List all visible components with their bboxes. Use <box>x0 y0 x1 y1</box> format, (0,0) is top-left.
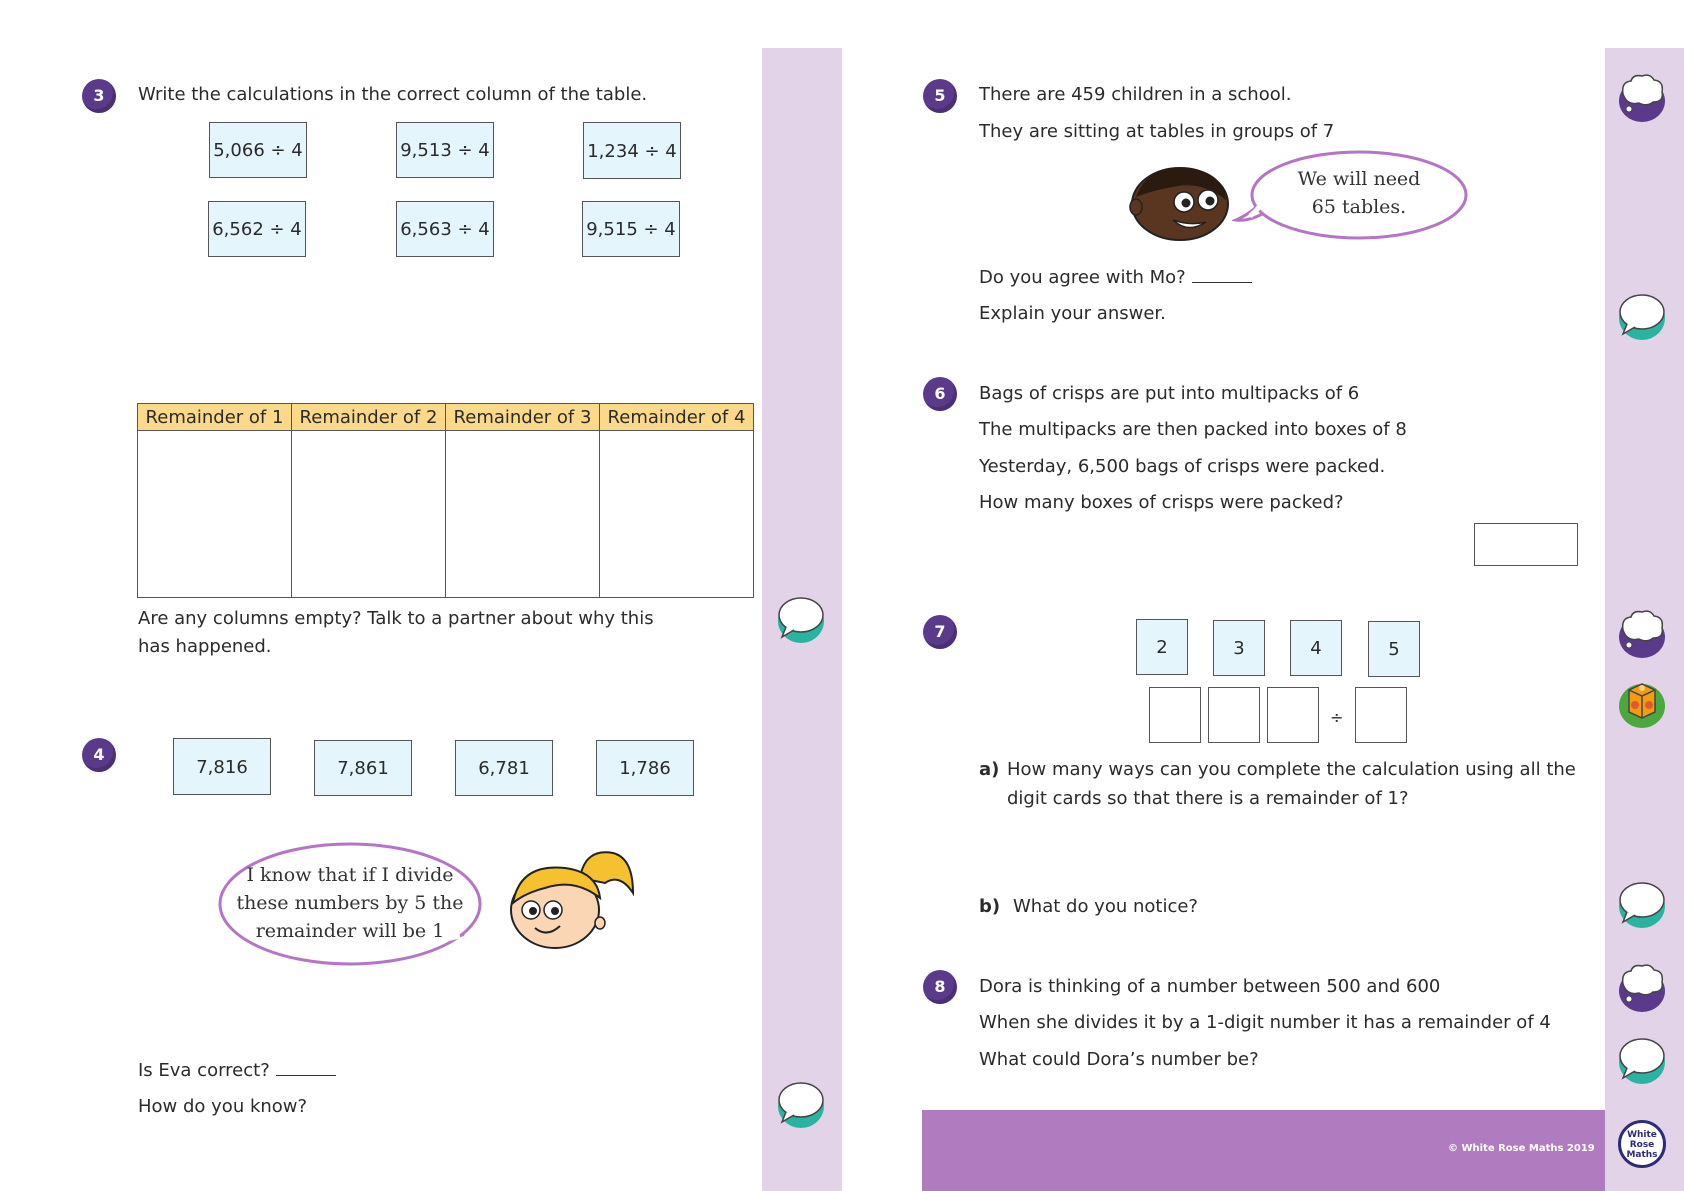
question-number-8: 8 <box>923 970 957 1004</box>
q6-answer-box[interactable] <box>1474 523 1578 566</box>
talk-speech-icon <box>1617 1034 1667 1086</box>
q4-question2: How do you know? <box>138 1096 308 1117</box>
q5-line2: They are sitting at tables in groups of 7 <box>979 121 1335 142</box>
answer-cell[interactable] <box>292 431 446 598</box>
table-header: Remainder of 4 <box>600 404 754 431</box>
q6-line1: Bags of crisps are put into multipacks of 6 <box>979 383 1360 404</box>
q3-followup-line1: Are any columns empty? Talk to a partner about why this <box>138 608 654 629</box>
q3-followup-line2: has happened. <box>138 636 272 657</box>
mo-speech-line1: We will need <box>1297 168 1421 190</box>
answer-cell[interactable] <box>446 431 600 598</box>
digit-card[interactable]: 3 <box>1213 620 1265 676</box>
thinking-cloud-icon <box>1617 962 1667 1014</box>
talk-speech-icon <box>776 1078 826 1130</box>
q7-part-a-line2: digit cards so that there is a remainder of 1? <box>1007 788 1409 809</box>
q4-question1-text: Is Eva correct? <box>138 1060 270 1081</box>
logo-line3: Maths <box>1626 1150 1658 1160</box>
digit-slot[interactable] <box>1355 687 1407 743</box>
q7-part-a-line1: How many ways can you complete the calculation using all the <box>1007 759 1576 780</box>
q8-line3: What could Dora’s number be? <box>979 1049 1259 1070</box>
q6-line3: Yesterday, 6,500 bags of crisps were packed. <box>979 456 1386 477</box>
mo-character <box>1128 162 1233 242</box>
answer-line[interactable] <box>276 1074 336 1076</box>
q4-question1 <box>138 1060 336 1082</box>
q6-line4: How many boxes of crisps were packed? <box>979 492 1344 513</box>
table-header: Remainder of 1 <box>138 404 292 431</box>
digit-slot[interactable] <box>1149 687 1201 743</box>
eva-speech-line2: these numbers by 5 the <box>236 892 464 914</box>
talk-speech-icon <box>1617 878 1667 930</box>
eva-speech-line1: I know that if I divide <box>246 864 454 886</box>
number-card[interactable]: 1,786 <box>596 740 694 796</box>
q5-line1: There are 459 children in a school. <box>979 84 1292 105</box>
calc-card[interactable]: 6,562 ÷ 4 <box>208 201 306 257</box>
thinking-cloud-icon <box>1617 72 1667 124</box>
q6-line2: The multipacks are then packed into boxes of 8 <box>979 419 1407 440</box>
question-number-6: 6 <box>923 377 957 411</box>
answer-line[interactable] <box>1192 281 1252 283</box>
concrete-cube-icon <box>1617 676 1667 730</box>
answer-cell[interactable] <box>138 431 292 598</box>
question-number-5: 5 <box>923 79 957 113</box>
white-rose-maths-logo <box>1618 1120 1666 1168</box>
q5-question2: Explain your answer. <box>979 303 1166 324</box>
table-header: Remainder of 2 <box>292 404 446 431</box>
footer-copyright: © White Rose Maths 2019 <box>1448 1143 1595 1154</box>
q8-line2: When she divides it by a 1-digit number it has a remainder of 4 <box>979 1012 1551 1033</box>
calc-card[interactable]: 5,066 ÷ 4 <box>209 122 307 178</box>
q5-question1 <box>979 267 1252 289</box>
eva-character <box>505 848 640 953</box>
division-sign: ÷ <box>1330 708 1344 727</box>
question-number-7: 7 <box>923 615 957 649</box>
q7-part-b: What do you notice? <box>1013 896 1198 917</box>
digit-slot[interactable] <box>1208 687 1260 743</box>
remainder-table <box>137 403 754 598</box>
talk-speech-icon <box>1617 290 1667 342</box>
question-number-4: 4 <box>82 738 116 772</box>
number-card[interactable]: 7,861 <box>314 740 412 796</box>
answer-cell[interactable] <box>600 431 754 598</box>
q5-question1-text: Do you agree with Mo? <box>979 267 1186 288</box>
q8-line1: Dora is thinking of a number between 500 and 600 <box>979 976 1441 997</box>
thinking-cloud-icon <box>1617 608 1667 660</box>
q3-prompt: Write the calculations in the correct column of the table. <box>138 84 648 105</box>
calc-card[interactable]: 6,563 ÷ 4 <box>396 201 494 257</box>
eva-speech-line3: remainder will be 1 <box>255 920 445 942</box>
q7-part-a-label: a) <box>979 759 1000 780</box>
q7-part-b-label: b) <box>979 896 1001 917</box>
digit-card[interactable]: 5 <box>1368 621 1420 677</box>
digit-card[interactable]: 4 <box>1290 620 1342 676</box>
calc-card[interactable]: 9,513 ÷ 4 <box>396 122 494 178</box>
number-card[interactable]: 6,781 <box>455 740 553 796</box>
calc-card[interactable]: 1,234 ÷ 4 <box>583 122 681 179</box>
digit-slot[interactable] <box>1267 687 1319 743</box>
digit-card[interactable]: 2 <box>1136 619 1188 675</box>
question-number-3: 3 <box>82 79 116 113</box>
mo-speech-line2: 65 tables. <box>1311 196 1407 218</box>
calc-card[interactable]: 9,515 ÷ 4 <box>582 201 680 257</box>
logo-line2: Rose <box>1629 1140 1655 1150</box>
logo-line1: White <box>1627 1130 1657 1140</box>
talk-speech-icon <box>776 593 826 645</box>
table-header: Remainder of 3 <box>446 404 600 431</box>
number-card[interactable]: 7,816 <box>173 738 271 795</box>
